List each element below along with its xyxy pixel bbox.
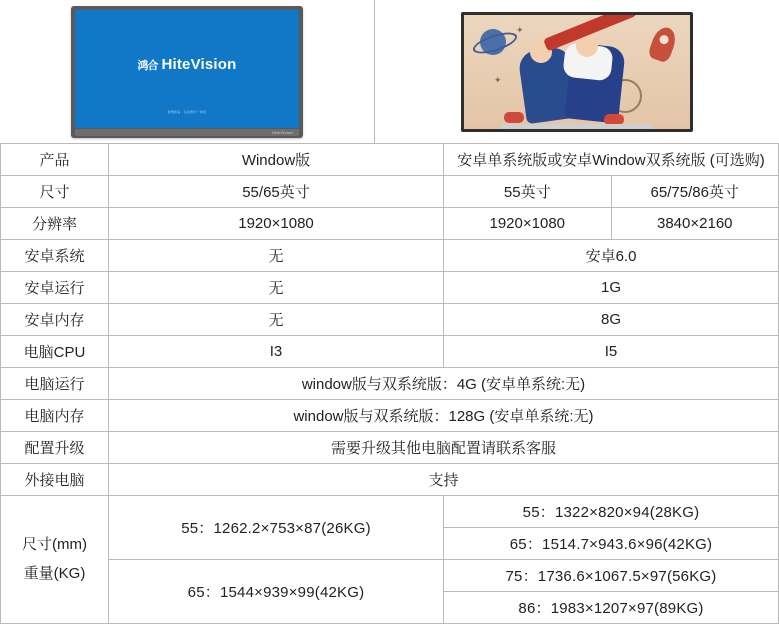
row-value: window版与双系统版：128G (安卓单系统:无) [109,400,779,432]
table-row [1,144,779,176]
students-photo [461,12,693,132]
row-label: 电脑内存 [1,400,109,432]
table-row [1,304,779,336]
row-value: I3 [109,336,444,368]
whiteboard-device-image [71,6,303,138]
row-label: 安卓内存 [1,304,109,336]
star-icon: ✦ [516,24,524,35]
row-value: 8G [444,304,779,336]
row-value: 3840×2160 [611,208,779,240]
product-image-left-cell [0,0,375,143]
row-value: 安卓6.0 [444,240,779,272]
logo-mark-icon: 鸿合 [137,59,158,72]
logo-text: HiteVision [161,56,237,73]
dimension-left-value: 65：1544×939×99(42KG) [109,560,444,624]
row-label: 外接电脑 [1,464,109,496]
row-value: 无 [109,272,444,304]
row-label: 尺寸 [1,176,109,208]
row-value: I5 [444,336,779,368]
table-row [1,176,779,208]
panel-stand [502,124,652,129]
bezel-brand-text: HiteVision [272,129,293,135]
dimension-label-line2: 重量(KG) [23,564,86,582]
row-label: 电脑运行 [1,368,109,400]
row-value: window版与双系统版：4G (安卓单系统:无) [109,368,779,400]
screen-footnote: 智慧教室 · 互动教学一体机 [167,109,207,114]
row-label: 安卓系统 [1,240,109,272]
row-label: 配置升级 [1,432,109,464]
row-value: 55英寸 [444,176,612,208]
row-label: 安卓运行 [1,272,109,304]
dimension-right-value: 55：1322×820×94(28KG) [444,496,779,528]
table-row-dimensions [1,496,779,528]
table-row [1,336,779,368]
table-row [1,240,779,272]
dimension-left-value: 55：1262.2×753×87(26KG) [109,496,444,560]
hitevision-logo [137,56,236,73]
row-value: 支持 [109,464,779,496]
shoe-icon [504,112,524,123]
table-row [1,400,779,432]
table-row [1,432,779,464]
star-icon: ✦ [494,74,502,85]
row-value: 需要升级其他电脑配置请联系客服 [109,432,779,464]
specification-table [0,143,779,624]
row-label: 分辨率 [1,208,109,240]
row-value: 安卓单系统版或安卓Window双系统版 (可选购) [444,144,779,176]
dimension-right-value: 86：1983×1207×97(89KG) [444,592,779,624]
dimension-right-value: 75：1736.6×1067.5×97(56KG) [444,560,779,592]
specification-table-body [1,144,779,624]
row-label: 电脑CPU [1,336,109,368]
table-row [1,368,779,400]
dimension-right-value: 65：1514.7×943.6×96(42KG) [444,528,779,560]
table-row [1,208,779,240]
row-label-dimensions [1,496,109,624]
table-row-dimensions [1,560,779,592]
table-row [1,464,779,496]
table-row [1,272,779,304]
product-images-row [0,0,779,143]
row-value: 1G [444,272,779,304]
row-value: 无 [109,304,444,336]
row-value: Window版 [109,144,444,176]
row-value: 55/65英寸 [109,176,444,208]
dimension-label-line1: 尺寸(mm) [22,536,87,553]
whiteboard-screen [75,10,299,128]
product-image-right-cell [375,0,779,143]
row-label: 产品 [1,144,109,176]
row-value: 1920×1080 [109,208,444,240]
whiteboard-bezel [75,129,299,136]
row-value: 1920×1080 [444,208,612,240]
row-value: 65/75/86英寸 [611,176,779,208]
row-value: 无 [109,240,444,272]
